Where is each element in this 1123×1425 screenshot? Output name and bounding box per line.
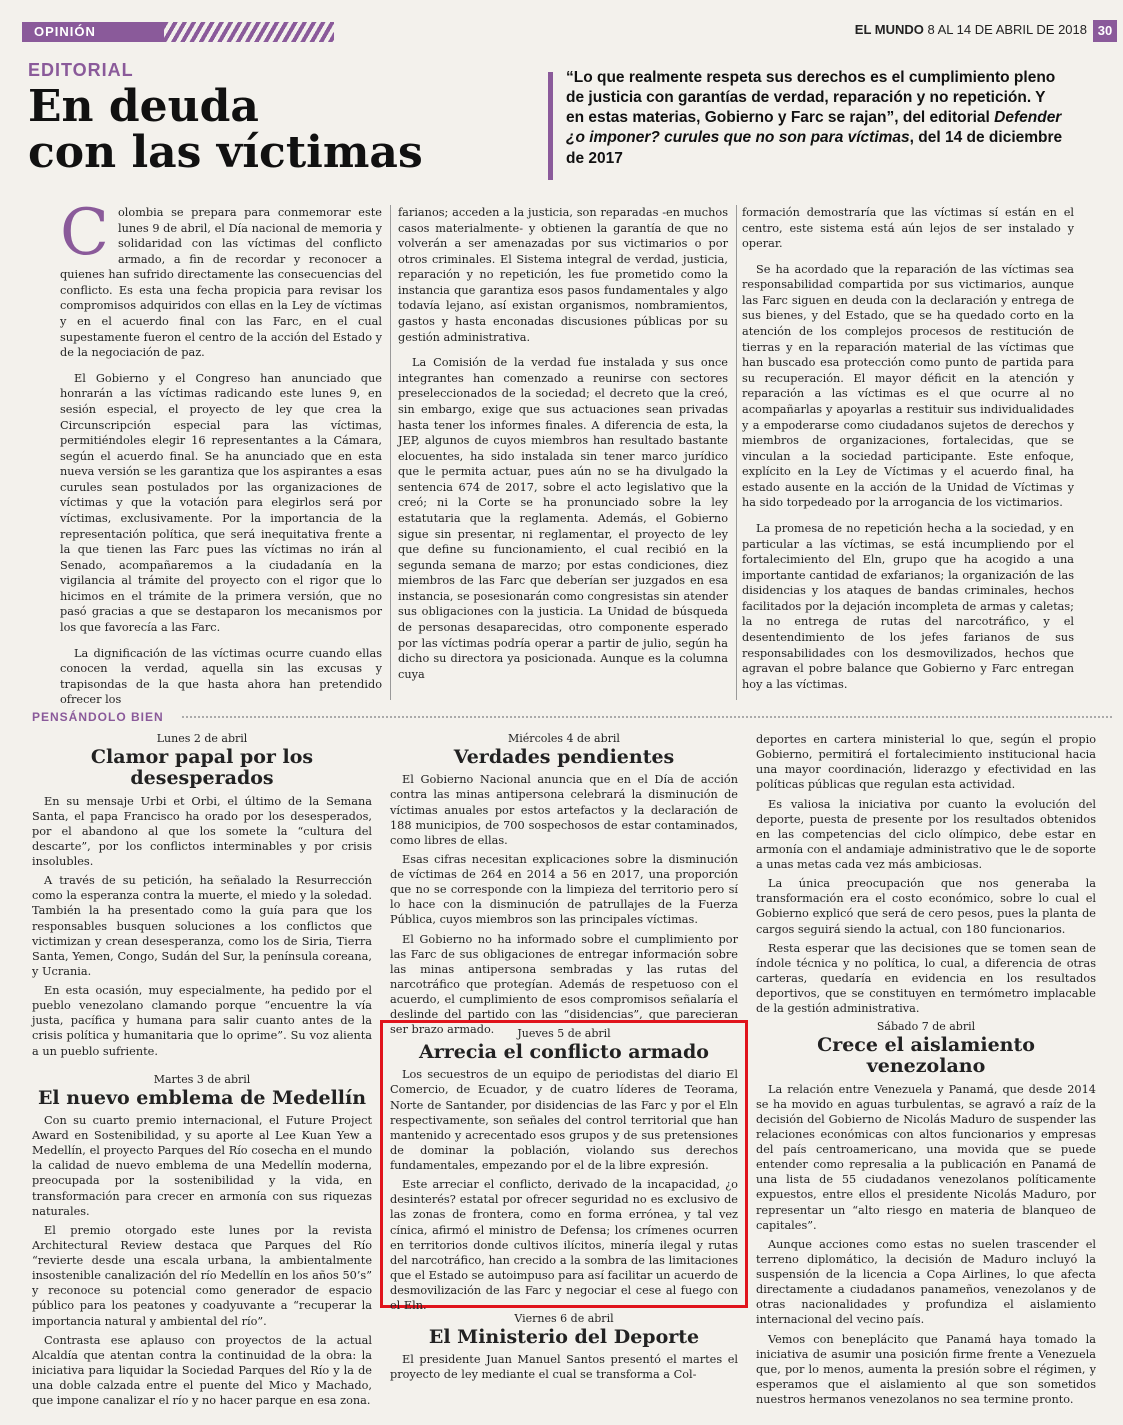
paragraph: En su mensaje Urbi et Orbi, el último de la Semana Santa, el papa Francisco ha orado por los desesperados, por el abandono al que los somete la “cultura del descarte”, por los conflictos interminables y por crisis insolubles.: [32, 794, 372, 869]
column-b-friday: [390, 1312, 738, 1387]
item-title: Crece el aislamiento venezolano: [817, 1034, 1035, 1078]
column-c: [756, 732, 1096, 1020]
paragraph: La relación entre Venezuela y Panamá, que desde 2014 se ha movido en aguas turbulentas, se agravó a raíz de la decisión del Gobierno de Nicolás Maduro de suspender las relaciones económicas con altos funcionarios y empresas del país centroamericano, una movida que se puede entender como represalia a la publicación en Panamá de una lista de 55 ciudadanos venezolanos políticamente expuestos, entre ellos el presidente Nicolás Maduro, por representar un “alto riesgo en materia de blanqueo de capitales”.: [756, 1082, 1096, 1232]
paragraph: Es valiosa la iniciativa por cuanto la evolución del deporte, puesta de presente por los resultados obtenidos en las competencias del ciclo olímpico, debe estar en armonía con el andamiaje administrativo que le de soporte a unas metas cada vez más ambiciosas.: [756, 797, 1096, 871]
column-b-thursday: [390, 1027, 738, 1317]
paper-name: EL MUNDO: [854, 22, 924, 37]
editorial-column-1: [60, 196, 382, 718]
paragraph: olombia se prepara para conmemorar este lunes 9 de abril, el Día nacional de memoria y solidaridad con las víctimas del conflicto armado, a fin de recordar y reconocer a quienes han sufrido directamente las consecuencias del conflicto. Es esta una fecha propicia para revisar los compromisos adquiridos con ellas en la Ley de víctimas y en el acuerdo final con las Farc, en el cual supestamente fueron el centro de la acción del Estado y de la negociación de paz.: [60, 206, 382, 360]
editorial-title: [28, 81, 498, 179]
drop-cap: C: [60, 196, 109, 270]
top-bar: [22, 20, 1117, 44]
paragraph: El premio otorgado este lunes por la revista Architectural Review destaca que Parques del Río “revierte desde una escala urbana, la ambientalmente insostenible canalización del río Medellín en los años 50’s” y reconoce su potencial como generador de espacio público para los peatones y coadyuvante a “recuperar la importancia natural y ambiental del río”.: [32, 1223, 372, 1328]
quote-bar: [548, 72, 553, 180]
item-title: Verdades pendientes: [453, 746, 675, 768]
paragraph: deportes en cartera ministerial lo que, según el propio Gobierno, permitirá el fortalecimiento institucional hacia una mayor coordinación, liderazgo y efectividad en las políticas públicas que regulan esta actividad.: [756, 733, 1096, 792]
quote-date: , del 14 de diciembre de 2017: [566, 129, 1063, 167]
paragraph: Esas cifras necesitan explicaciones sobre la disminución de víctimas de 264 en 2014 a 56 en 2017, una proporción que no se corresponde con la limpieza del territorio pero sí lo hace con la disminución de patrullajes de la Fuerza Pública, cuyos miembros son las principales víctimas.: [390, 852, 738, 927]
paragraph: Este arreciar el conflicto, derivado de la incapacidad, ¿o desinterés? estatal por ofrecer seguridad no es exclusivo de las zonas de frontera, como en forma errónea, y tal vez cínica, afirmó el ministro de Defensa; los crímenes ocurren en territorios donde cultivos ilícitos, minería ilegal y rutas del narcotráfico, han crecido a la sombra de las limitaciones que el Estado se autoimpuso para así facilitar un acuerdo de desmovilización de las Farc y negociar el cese al fuego con el Eln.: [390, 1178, 738, 1313]
day-label: Viernes 6 de abril: [514, 1312, 614, 1325]
paragraph: El Gobierno y el Congreso han anunciado que honrarán a las víctimas radicando este lunes 9, en sesión especial, el proyecto de ley que crea la Circunscripción especial para las víctimas, permitiéndoles elegir 16 representantes a la Cámara, según el acuerdo final. Se ha anunciado que en esta nueva versión se les garantiza que los aspirantes a esas curules sean postulados por las organizaciones de víctimas y que la votación para elegirlos será por víctimas, exclusivamente. Por la importancia de la representación política, que será inequitativa frente a la que tienen las Farc pues las víctimas no irán al Senado, acompañaremos a la ciudadanía en la vigilancia al trámite del proyecto con el rigor que lo hicimos en el trámite de la primera versión, que no pasó gracias a que se destaparon los mecanismos por los que favorecía a las Farc.: [60, 371, 382, 635]
column-b: [390, 732, 738, 1041]
paragraph: La única preocupación que nos generaba la transformación era el costo económico, sobre lo cual el Gobierno explicó que será de cero pesos, pues la planta de cargos seguirá siendo la actual, con 180 funcionarios.: [756, 877, 1096, 936]
title-line-2: con las víctimas: [28, 127, 423, 179]
pull-quote: [566, 68, 1066, 169]
paragraph: En esta ocasión, muy especialmente, ha pedido por el pueblo venezolano clamando porque “encuentre la vía justa, pacífica y humana para salir cuanto antes de la crisis política y humanitaria que lo oprime”. Su voz alienta a un pueblo sufriente.: [32, 984, 372, 1058]
paragraph: Con su cuarto premio internacional, el Future Project Award en Sostenibilidad, y su aporte al Lee Kuan Yew a Medellín, el proyecto Parques del Río cosecha en el mundo la calidad de nuevo emblema de una Medellín moderna, preocupada por la sostenibilidad y la vida, en transformación para crecer en armonía con sus riquezas naturales.: [32, 1113, 372, 1218]
day-label: Martes 3 de abril: [153, 1072, 251, 1086]
paragraph: Contrasta ese aplauso con proyectos de la actual Alcaldía que atentan contra la continuidad de la obra: la iniciativa para liquidar la Sociedad Parques del Río y la de una doble calzada entre el puente del Mico y Machado, que impone canalizar el río y no hacer parque en esa zona.: [32, 1333, 372, 1408]
paragraph: farianos; acceden a la justicia, son reparadas -en muchos casos materialmente- y obtienen la garantía de que no volverán a ser amenazadas por sus victimarios o por otros criminales. El Sistema integral de verdad, justicia, reparación y no repetición, les fue prometido como la instancia que garantiza esos pasos fundamentales y algo todavía lejano, así existan organismos, nombramientos, gastos y hasta enconadas discusiones públicas por su gestión administrativa.: [398, 206, 728, 344]
paragraph: A través de su petición, ha señalado la Resurrección como la esperanza contra la muerte, el miedo y la soledad. También la ha presentado como la guía para que los responsables busquen soluciones a los conflictos que victimizan y crean desesperanza, como los de Siria, Tierra Santa, Yemen, Congo, Sudán del Sur, la península coreana, y Ucrania.: [32, 874, 372, 978]
column-c-saturday: [756, 1020, 1096, 1411]
dotted-rule: [182, 716, 1112, 718]
dateline: [855, 22, 1087, 37]
day-label: Lunes 2 de abril: [156, 732, 248, 745]
column-a: [32, 732, 372, 1412]
column-divider: [736, 205, 737, 700]
pensandolo-label: PENSÁNDOLO BIEN: [32, 710, 164, 724]
title-line-1: En deuda: [28, 81, 259, 132]
editorial-column-3: [742, 205, 1074, 702]
issue-dates: 8 AL 14 DE ABRIL DE 2018: [927, 22, 1087, 37]
paragraph: El Gobierno Nacional anuncia que en el Día de acción contra las minas antipersona celebrará la disminución de víctimas anuales por estos artefactos y la declaración de 188 municipios, de 700 sospechosos de estar contaminados, como libres de ellas.: [390, 773, 738, 847]
editorial-column-2: [398, 205, 728, 692]
paragraph: Aunque acciones como estas no suelen trascender el terreno diplomático, la decisión de Maduro incluyó la suspensión de la licencia a Copa Airlines, lo que afecta directamente a ciudadanos panameños, venezolanos y de otras nacionalidades y profundiza el aislamiento internacional del vecino país.: [756, 1237, 1096, 1327]
page-number: 30: [1093, 20, 1117, 42]
paragraph: formación demostraría que las víctimas sí están en el centro, este sistema está aún lejos de ser instalado y operar.: [742, 206, 1074, 251]
day-label: Jueves 5 de abril: [517, 1027, 611, 1040]
quote-reference: Defender ¿o imponer? curules que no son para víctimas: [566, 109, 1062, 147]
paragraph: La Comisión de la verdad fue instalada y sus once integrantes han comenzado a reunirse con sectores preseleccionados de la sociedad; el decreto que la creó, sin embargo, exige que sus actuaciones sean privadas hasta tener los informes finales. A diferencia de esta, la JEP, algunos de cuyos miembros han resultado bastante elocuentes, ha sido instalada sin tener marco jurídico que le permita actuar, pues aún no se ha divulgado la sentencia 674 de 2017, sobre el acto legislativo que la creó; ni la Corte se ha pronunciado sobre la ley estatutaria que la reglamenta. Además, el Gobierno sigue sin presentar, ni reglamentar, el proyecto de ley que define su funcionamiento, el cual recibió en la segunda semana de marzo; por estas condiciones, diez miembros de las Farc que deberían ser juzgados en esa instancia, se posesionarán como congresistas sin atender sus obligaciones con la justicia. La Unidad de búsqueda de personas desaparecidas, otro componente esperado por las víctimas podría operar a partir de julio, según ha dicho su directora ya posicionada. Aunque es la columna cuya: [398, 356, 728, 681]
paragraph: Resta esperar que las decisiones que se tomen sean de índole técnica y no política, lo cual, a diferencia de otras carteras, quedaría en evidencia en los resultados deportivos, que se constituyen en termómetro implacable de la gestión administrativa.: [756, 941, 1096, 1016]
day-label: Miércoles 4 de abril: [508, 732, 620, 745]
paragraph: Vemos con beneplácito que Panamá haya tomado la iniciativa de asumir una posición firme frente a Venezuela que, por lo menos, aumenta la presión sobre el régimen, y esperamos que el aislamiento al que son sometidos nuestros hermanos venezolanos no sea termine pronto.: [756, 1332, 1096, 1407]
paragraph: Se ha acordado que la reparación de las víctimas sea responsabilidad compartida por sus victimarios, aunque las Farc siguen en deuda con la declaración y entrega de sus bienes, y del Estado, que se ha quedado corto en la atención de los complejos procesos de restitución de tierras y en la reparación material de las víctimas que han buscado esa protección como punto de partida para su recuperación. El mayor déficit en la atención y reparación a las víctimas es el que ocurre al no acompañarlas y apoyarlas a restituir sus individualidades y a empoderarse como ciudadanos sujetos de derechos y miembros de organizaciones, fortalecidas, que se vinculan a la sociedad participante. Este enfoque, explícito en la Ley de Víctimas y el acuerdo final, ha estado ausente en la acción de la Unidad de Víctimas y ha sido torpedeado por la arrogancia de los victimarios.: [742, 262, 1074, 510]
hatch-decoration: [164, 22, 334, 42]
day-label: Sábado 7 de abril: [876, 1020, 976, 1033]
item-title: Clamor papal por los desesperados: [90, 746, 314, 790]
item-title: El nuevo emblema de Medellín: [37, 1086, 367, 1109]
paragraph: El Gobierno no ha informado sobre el cumplimiento por las Farc de sus obligaciones de entregar información sobre las minas antipersona sembradas y las rutas del narcotráfico que protegían. Además de respetuoso con el acuerdo, el cumplimiento de esos compromisos señalaría el deslinde del partido con las “disidencias”, que parecieran ser brazo armado.: [390, 932, 738, 1037]
paragraph: La promesa de no repetición hecha a la sociedad, y en particular a las víctimas, se está incumpliendo por el fortalecimiento del Eln, grupo que ha acogido a una importante cantidad de exfarianos; la organización de las disidencias y los ataques de bandas criminales, hechos facilitados por la dejación incompleta de armas y caletas; la no entrega de rutas del narcotráfico, y el desentendimiento de los jefes farianos de sus responsabilidades con los desmovilizados, hechos que agravan el pobre balance que Gobierno y Farc entregan hoy a las víctimas.: [742, 521, 1074, 691]
section-label: OPINIÓN: [22, 22, 164, 42]
column-divider: [390, 205, 391, 700]
paragraph: El presidente Juan Manuel Santos presentó el martes el proyecto de ley mediante el cual se transforma a Col-: [390, 1353, 738, 1382]
paragraph: Los secuestros de un equipo de periodistas del diario El Comercio, de Ecuador, y de cuatro líderes de Teorama, Norte de Santander, por disidencias de las Farc y por el Eln respectivamente, son señales del control territorial que han mantenido y acrecentado esos grupos y de sus pretensiones de dominar la población, violando sus derechos fundamentales, empezando por el de la libre expresión.: [390, 1068, 738, 1173]
quote-text: “Lo que realmente respeta sus derechos es el cumplimiento pleno de justicia con garantías de verdad, reparación y no repetición. Y en estas materias, Gobierno y Farc se rajan”, del editorial: [566, 69, 1056, 127]
paragraph: La dignificación de las víctimas ocurre cuando ellas conocen la verdad, aquella sin las excusas y trapisondas de la que hasta ahora han pretendido ofrecer los: [60, 646, 382, 707]
editorial-kicker: EDITORIAL: [28, 60, 134, 80]
item-title: Arrecia el conflicto armado: [419, 1041, 709, 1063]
item-title: El Ministerio del Deporte: [428, 1326, 700, 1348]
